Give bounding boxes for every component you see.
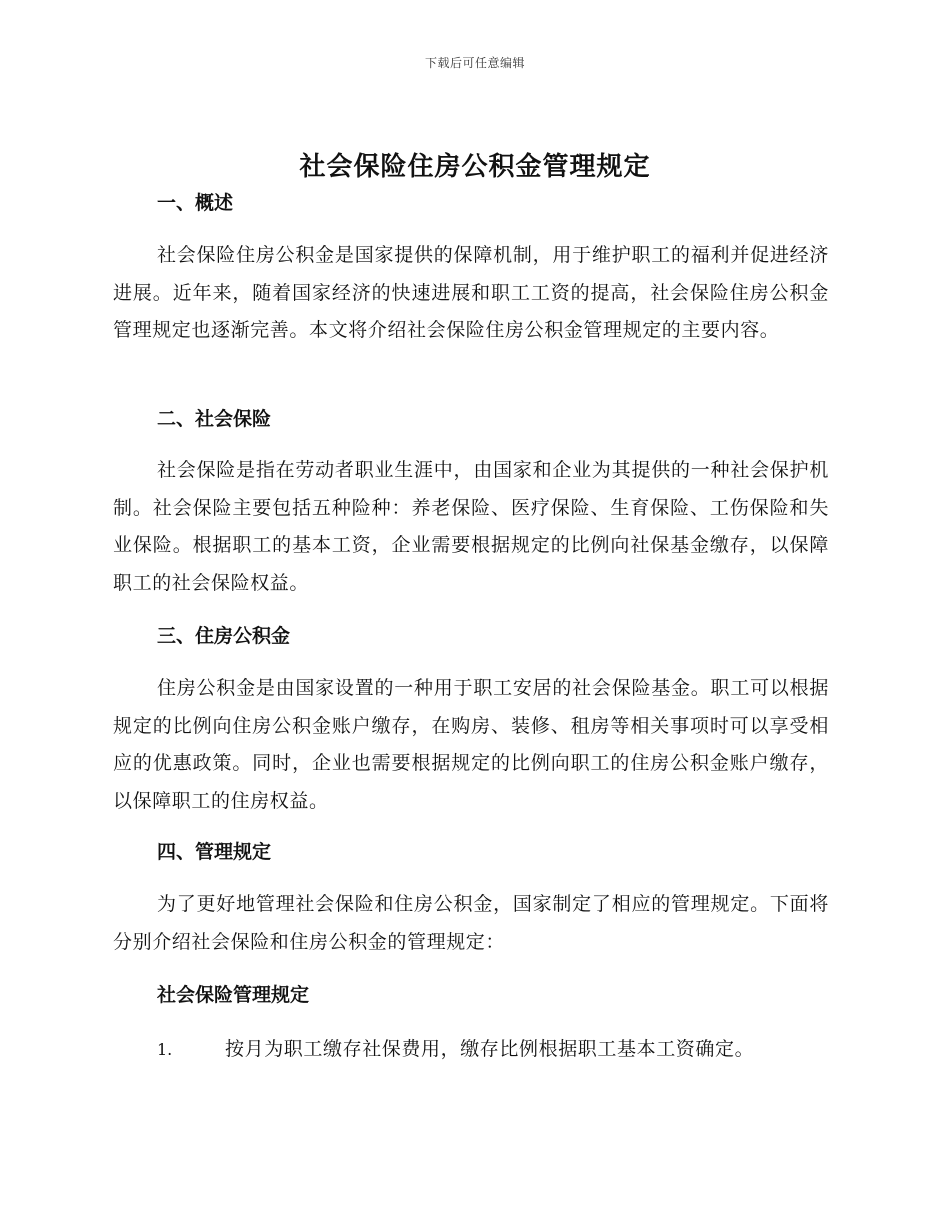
section-paragraph-overview: 社会保险住房公积金是国家提供的保障机制，用于维护职工的福利并促进经济进展。近年来，随着国家经济的快速进展和职工工资的提高，社会保险住房公积金管理规定也逐渐完善。本文将介绍社会保险住房公积金管理规定的主要内容。	[113, 244, 829, 341]
section-paragraph-social-insurance: 社会保险是指在劳动者职业生涯中，由国家和企业为其提供的一种社会保护机制。社会保险主要包括五种险种：养老保险、医疗保险、生育保险、工伤保险和失业保险。根据职工的基本工资，企业需要根据规定的比例向社保基金缴存，以保障职工的社会保险权益。	[113, 459, 829, 594]
list-item-number: 1.	[157, 1040, 173, 1059]
subsection-heading: 社会保险管理规定	[157, 984, 310, 1006]
section-heading-management: 四、管理规定	[157, 841, 272, 863]
header-note: 下载后可任意编辑	[424, 56, 525, 70]
section-paragraph-housing-fund: 住房公积金是由国家设置的一种用于职工安居的社会保险基金。职工可以根据规定的比例向住房公积金账户缴存，在购房、装修、租房等相关事项时可以享受相应的优惠政策。同时，企业也需要根据规定的比例向职工的住房公积金账户缴存，以保障职工的住房权益。	[113, 677, 829, 812]
list-item-text: 按月为职工缴存社保费用，缴存比例根据职工基本工资确定。	[225, 1038, 755, 1060]
document-title: 社会保险住房公积金管理规定	[299, 152, 651, 182]
section-heading-housing-fund: 三、住房公积金	[157, 625, 291, 647]
section-heading-overview: 一、概述	[157, 192, 234, 214]
section-heading-social-insurance: 二、社会保险	[157, 408, 272, 430]
section-paragraph-management: 为了更好地管理社会保险和住房公积金，国家制定了相应的管理规定。下面将分别介绍社会保险和住房公积金的管理规定：	[113, 893, 829, 953]
list-item	[157, 1034, 754, 1065]
